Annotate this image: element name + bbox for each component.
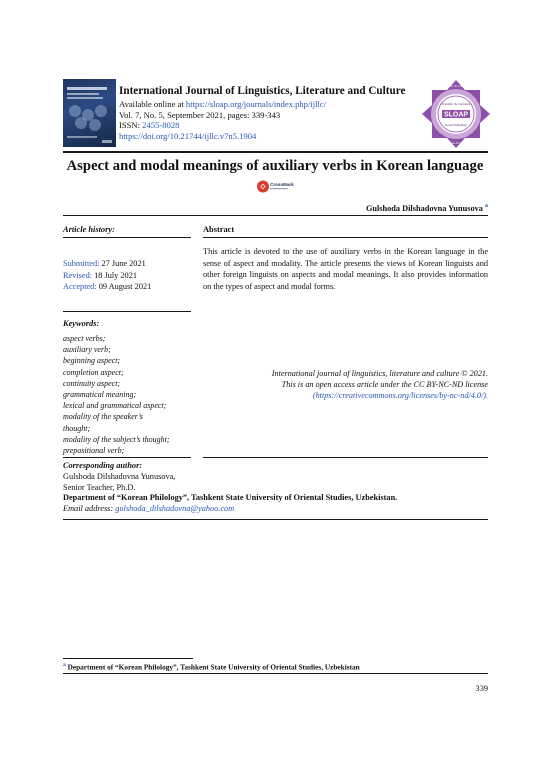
corresponding-email: Email address: gulshoda_dilshadovna@yahoo.com — [63, 504, 235, 514]
journal-url-link[interactable]: https://sloap.org/journals/index.php/ijllc/ — [185, 99, 327, 109]
keyword-item: thought; — [63, 423, 91, 433]
issn-link[interactable]: 2455-8028 — [142, 120, 180, 131]
keywords-top-rule — [63, 311, 191, 312]
corresponding-author — [63, 461, 493, 515]
author-affiliation-mark[interactable]: a — [485, 203, 488, 209]
keyword-item: grammatical meaning; — [63, 390, 137, 400]
revised-date: Revised: 18 July 2021 — [63, 270, 137, 280]
svg-text:SLOAP: SLOAP — [443, 111, 469, 119]
keywords-heading: Keywords: — [63, 319, 100, 328]
accepted-date: Accepted: 09 August 2021 — [63, 282, 152, 292]
copyright-line: International journal of linguistics, literature and culture © 2021. — [271, 369, 488, 378]
publisher-seal-logo — [420, 78, 492, 150]
history-heading-rule — [63, 237, 191, 238]
available-online: Available online at https://sloap.org/journals/index.php/ijllc/ — [119, 99, 327, 109]
article-title: Aspect and modal meanings of auxiliary verbs in Korean language — [66, 158, 484, 174]
keyword-item: modality of the speaker’s — [63, 412, 143, 422]
license-bottom-rule — [203, 457, 488, 458]
svg-text:Open Access: Open Access — [447, 141, 465, 145]
volume-info: Vol. 7, No. 5, September 2021, pages: 339-343 — [119, 109, 281, 120]
journal-title: International Journal of Linguistics, Literature and Culture — [119, 85, 406, 97]
corresponding-position: Senior Teacher, Ph.D. — [63, 482, 136, 492]
license-line: This is an open access article under the CC BY-NC-ND license — [281, 380, 488, 390]
svg-text:Scientific & Literature: Scientific & Literature — [441, 102, 471, 106]
keyword-item: auxiliary verb; — [63, 345, 111, 355]
doi-link[interactable]: https://doi.org/10.21744/ijllc.v7n5.1904 — [119, 131, 257, 142]
keyword-item: completion aspect; — [63, 367, 124, 377]
journal-header — [119, 85, 419, 142]
svg-text:Scientific & Literature: Scientific & Literature — [440, 84, 472, 88]
footnote: $^a$ Department of “Korean Philology”, Tashkent State University of Oriental Studies, Uzbekistan — [63, 662, 360, 672]
corresponding-name: Gulshoda Dilshadovna Yunusova, — [63, 471, 176, 481]
crossmark-badge[interactable] — [256, 179, 294, 194]
corresponding-department: Department of “Korean Philology”, Tashkent State University of Oriental Studies, Uzbekistan. — [63, 493, 398, 503]
corresponding-heading: Corresponding author: — [63, 461, 143, 470]
keyword-item: modality of the subject’s thought; — [63, 434, 170, 444]
header-rule — [63, 151, 488, 153]
author-name: Gulshoda Dilshadovna Yunusova $^a$ — [365, 203, 488, 213]
keyword-item: beginning aspect; — [63, 356, 121, 366]
issn-info: ISSN: 2455-8028 — [119, 120, 180, 131]
abstract-heading-rule — [203, 237, 488, 238]
submitted-date: Submitted: 27 June 2021 — [63, 259, 146, 268]
article-history — [63, 258, 198, 293]
keywords-list — [63, 333, 198, 456]
author-rule — [63, 215, 488, 216]
keyword-item: aspect verbs; — [63, 334, 106, 343]
keyword-item: lexical and grammatical aspect; — [63, 401, 167, 411]
keyword-item: prepositional verb; — [63, 446, 125, 456]
page-number: 339 — [475, 684, 488, 693]
svg-text:CrossMark: CrossMark — [270, 182, 294, 187]
abstract-text: This article is devoted to the use of auxiliary verbs in the Korean language in the sense of aspect and modality. The article presents the views of Korean linguists and other foreign linguists on aspects and modal meanings. It also provides information on the types of aspect and modal forms. — [203, 247, 488, 291]
footnote-rule — [63, 658, 193, 659]
page-footer-rule — [63, 673, 488, 674]
keyword-item: continuity aspect; — [63, 378, 121, 388]
keywords-bottom-rule — [63, 457, 191, 458]
article-history-heading: Article history: — [63, 225, 115, 234]
license-notice — [210, 368, 488, 402]
abstract-heading: Abstract — [203, 225, 235, 234]
email-link[interactable]: gulshoda_dilshadovna@yahoo.com — [115, 504, 235, 514]
license-url-link[interactable]: (https://creativecommons.org/licenses/by-nc-nd/4.0/). — [312, 391, 488, 401]
svg-text:Korea Publishing: Korea Publishing — [444, 123, 468, 127]
corresponding-bottom-rule — [63, 519, 488, 520]
journal-cover-image — [63, 79, 116, 147]
